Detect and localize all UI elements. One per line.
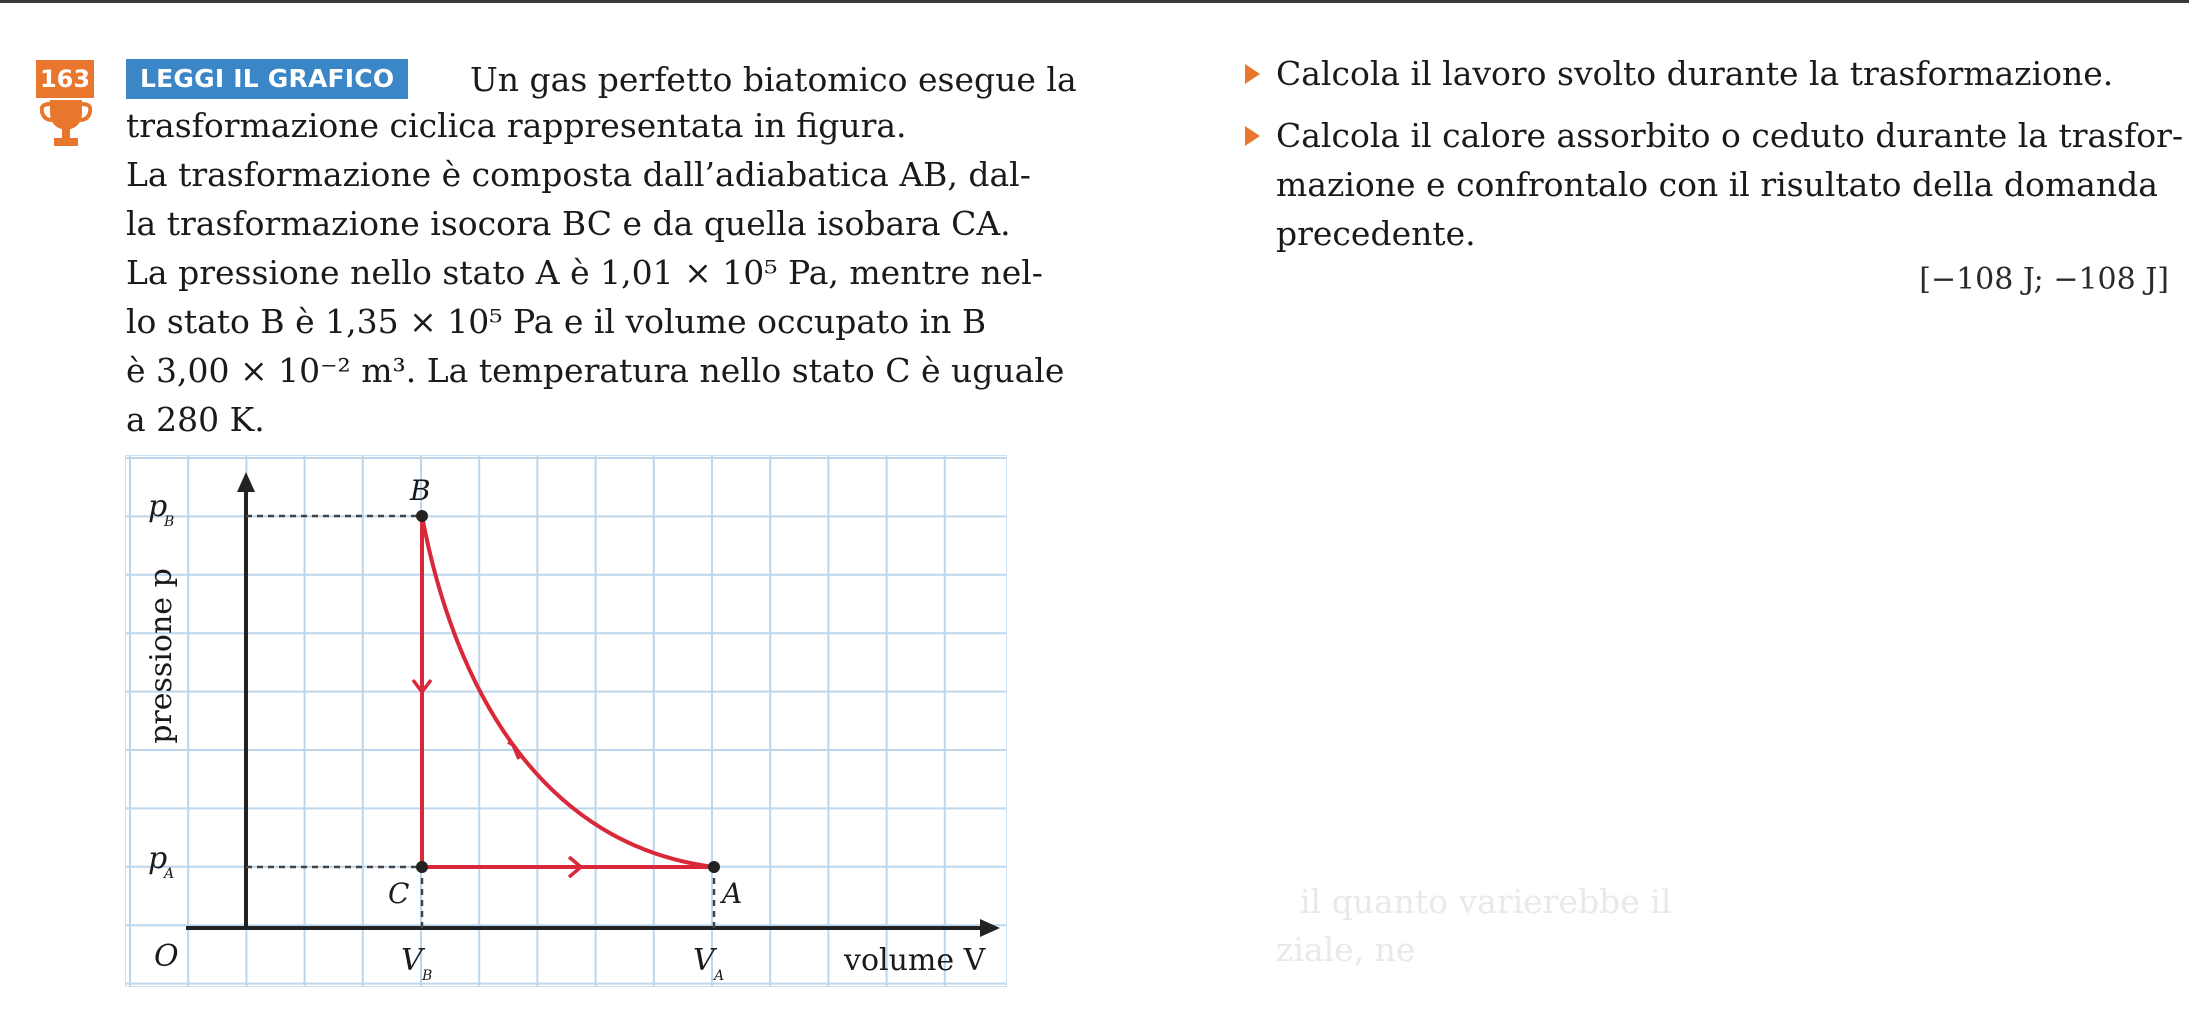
grid: [126, 456, 1006, 986]
VA-subscript: A: [714, 968, 725, 984]
x-axis-label: volume V: [844, 943, 986, 978]
pA-label: p: [148, 841, 168, 876]
question-2-line-1: Calcola il calore assorbito o ceduto durante la trasfor-: [1276, 116, 2184, 155]
state-A-label: A: [722, 877, 743, 910]
origin-label: O: [154, 939, 179, 974]
problem-text-line-7: è 3,00 × 10⁻² m³. La temperatura nello stato C è uguale: [126, 351, 1065, 390]
y-axis-arrow-icon: [237, 472, 255, 492]
pv-diagram-svg: [126, 456, 1006, 986]
question-2-line-3: precedente.: [1276, 214, 1476, 253]
read-graph-badge: LEGGI IL GRAFICO: [126, 59, 408, 99]
answer-text: [−108 J; −108 J]: [1919, 262, 2169, 297]
bullet-arrow-icon: [1245, 126, 1260, 146]
problem-text-line-3: La trasformazione è composta dall’adiabatica AB, dal-: [126, 155, 1031, 194]
pB-label: p: [148, 489, 168, 524]
pv-diagram: [125, 455, 1007, 987]
problem-text-line-5: La pressione nello stato A è 1,01 × 10⁵ Pa, mentre nel-: [126, 253, 1043, 292]
problem-text-line-8: a 280 K.: [126, 400, 265, 439]
faded-background-text: il quanto varierebbe il: [1300, 882, 1672, 921]
problem-text-line-1: Un gas perfetto biatomico esegue la: [470, 60, 1077, 99]
problem-number-badge: 163: [36, 60, 94, 98]
bullet-arrow-icon: [1245, 64, 1260, 84]
pA-subscript: A: [164, 866, 175, 882]
problem-text-line-4: la trasformazione isocora BC e da quella isobara CA.: [126, 204, 1011, 243]
question-2-line-2: mazione e confrontalo con il risultato della domanda: [1276, 165, 2158, 204]
pB-subscript: B: [164, 514, 175, 530]
trophy-icon: [40, 98, 92, 148]
state-C-point: [416, 861, 428, 873]
state-C-label: C: [388, 877, 410, 910]
state-B-label: B: [410, 474, 431, 507]
VB-subscript: B: [422, 968, 433, 984]
faded-background-text: ziale, ne: [1276, 930, 1416, 969]
x-axis-arrow-icon: [980, 919, 1000, 937]
state-B-point: [416, 510, 428, 522]
top-rule: [0, 0, 2189, 3]
problem-text-line-6: lo stato B è 1,35 × 10⁵ Pa e il volume occupato in B: [126, 302, 987, 341]
VB-label: V: [401, 943, 423, 978]
VA-label: V: [693, 943, 715, 978]
question-1: Calcola il lavoro svolto durante la trasformazione.: [1276, 54, 2114, 93]
problem-text-line-2: trasformazione ciclica rappresentata in figura.: [126, 106, 907, 145]
y-axis-label: pressione p: [144, 568, 179, 744]
state-A-point: [708, 861, 720, 873]
